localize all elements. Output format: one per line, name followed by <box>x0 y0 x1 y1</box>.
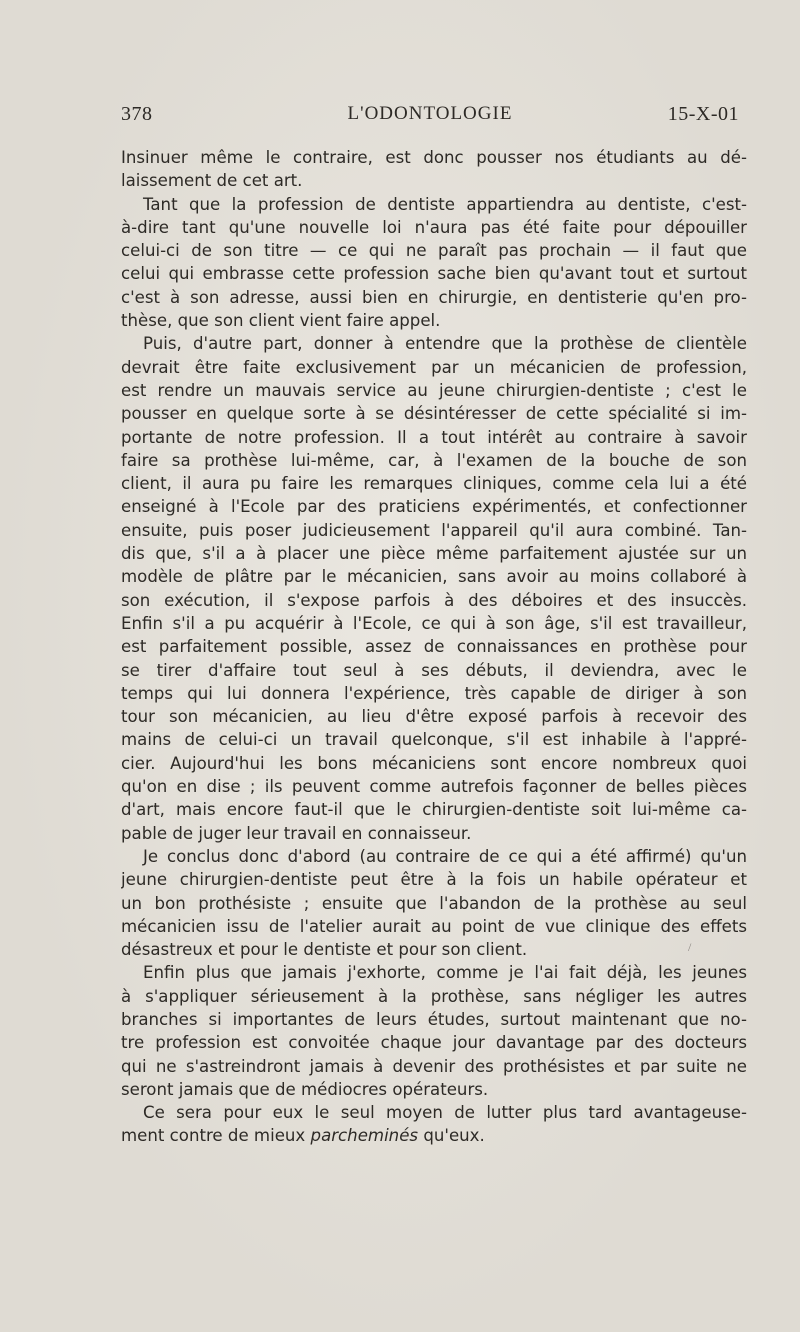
text-segment: c'est à son adresse, aussi bien en chirurgie, en dentisterie qu'en pro- <box>121 287 747 307</box>
stray-mark: / <box>688 940 692 954</box>
text-line <box>121 542 747 565</box>
text-line <box>121 1031 747 1054</box>
text-segment: son exécution, il s'expose parfois à des déboires et des insuccès. <box>121 590 747 610</box>
text-segment: celui-ci de son titre — ce qui ne paraît pas prochain — il faut que <box>121 241 747 261</box>
text-segment: un bon prothésiste ; ensuite que l'abandon de la prothèse au seul <box>121 893 747 913</box>
text-line <box>121 239 747 262</box>
page-number: 378 <box>121 103 153 125</box>
text-line <box>121 775 747 798</box>
text-segment: portante de notre profession. Il a tout intérêt au contraire à savoir <box>121 427 747 447</box>
text-segment: laissement de cet art. <box>121 171 303 191</box>
text-line <box>121 868 747 891</box>
text-segment: mains de celui-ci un travail quelconque, s'il est inhabile à l'appré- <box>121 730 747 750</box>
text-line <box>121 356 747 379</box>
text-line <box>121 565 747 588</box>
text-line <box>121 659 747 682</box>
text-segment: dis que, s'il a à placer une pièce même parfaitement ajustée sur un <box>121 544 747 564</box>
text-segment: cier. Aujourd'hui les bons mécaniciens sont encore nombreux quoi <box>121 753 747 773</box>
text-segment: qu'on en dise ; ils peuvent comme autrefois façonner de belles pièces <box>121 777 747 797</box>
text-line <box>121 262 747 285</box>
text-segment: désastreux et pour le dentiste et pour son client. <box>121 940 528 960</box>
text-line <box>121 216 747 239</box>
text-line <box>121 449 747 472</box>
text-segment: mécanicien issu de l'atelier aurait au point de vue clinique des effets <box>121 916 747 936</box>
text-segment: devrait être faite exclusivement par un mécanicien de profession, <box>121 357 747 377</box>
text-segment: thèse, que son client vient faire appel. <box>121 311 441 331</box>
text-segment: qu'eux. <box>418 1126 485 1146</box>
text-line <box>121 961 747 984</box>
text-segment: seront jamais que de médiocres opérateurs. <box>121 1079 489 1099</box>
text-line <box>121 379 747 402</box>
text-line <box>121 1101 747 1124</box>
text-line <box>121 635 747 658</box>
text-line <box>121 845 747 868</box>
text-segment: se tirer d'affaire tout seul à ses débuts, il deviendra, avec le <box>121 660 747 680</box>
text-segment: client, il aura pu faire les remarques cliniques, comme cela lui a été <box>121 474 747 494</box>
text-line <box>121 915 747 938</box>
text-line <box>121 752 747 775</box>
text-segment: ensuite, puis poser judicieusement l'appareil qu'il aura combiné. Tan- <box>121 520 747 540</box>
text-line <box>121 892 747 915</box>
text-segment: pable de juger leur travail en connaisseur. <box>121 823 472 843</box>
text-line <box>121 169 747 192</box>
text-line <box>121 146 747 169</box>
text-segment: Tant que la profession de dentiste appartiendra au dentiste, c'est- <box>143 194 747 214</box>
text-segment: est parfaitement possible, assez de connaissances en prothèse pour <box>121 637 747 657</box>
text-line <box>121 1055 747 1078</box>
text-line <box>121 426 747 449</box>
text-line <box>121 286 747 309</box>
text-line <box>121 612 747 635</box>
text-segment: qui ne s'astreindront jamais à devenir des prothésistes et par suite ne <box>121 1056 747 1076</box>
text-line <box>121 519 747 542</box>
text-segment: branches si importantes de leurs études, surtout maintenant que no- <box>121 1009 747 1029</box>
body-text <box>121 146 747 1148</box>
running-header <box>121 103 739 135</box>
text-segment: d'art, mais encore faut-il que le chirurgien-dentiste soit lui-même ca- <box>121 800 747 820</box>
issue-date: 15-X-01 <box>667 103 739 125</box>
text-segment: enseigné à l'Ecole par des praticiens expérimentés, et confectionner <box>121 497 747 517</box>
text-segment: à-dire tant qu'une nouvelle loi n'aura pas été faite pour dépouiller <box>121 217 747 237</box>
text-segment: à s'appliquer sérieusement à la prothèse, sans négliger les autres <box>121 986 747 1006</box>
text-line <box>121 332 747 355</box>
text-segment: Enfin s'il a pu acquérir à l'Ecole, ce qui à son âge, s'il est travailleur, <box>121 613 747 633</box>
text-line <box>121 728 747 751</box>
journal-title: L'ODONTOLOGIE <box>347 103 513 124</box>
text-segment: modèle de plâtre par le mécanicien, sans avoir au moins collaboré à <box>121 567 747 587</box>
text-segment: Puis, d'autre part, donner à entendre que la prothèse de clientèle <box>143 334 747 354</box>
text-segment: jeune chirurgien-dentiste peut être à la fois un habile opérateur et <box>121 870 747 890</box>
text-segment: faire sa prothèse lui-même, car, à l'examen de la bouche de son <box>121 450 747 470</box>
text-line <box>121 705 747 728</box>
text-segment: est rendre un mauvais service au jeune chirurgien-dentiste ; c'est le <box>121 380 747 400</box>
text-segment: Enfin plus que jamais j'exhorte, comme je l'ai fait déjà, les jeunes <box>143 963 747 983</box>
text-line <box>121 798 747 821</box>
text-line <box>121 938 747 961</box>
text-line <box>121 1008 747 1031</box>
text-segment: tre profession est convoitée chaque jour davantage par des docteurs <box>121 1033 747 1053</box>
text-line <box>121 1124 747 1147</box>
text-segment: Ce sera pour eux le seul moyen de lutter plus tard avantageuse- <box>143 1103 747 1123</box>
italic-word: parcheminés <box>310 1126 419 1146</box>
text-line <box>121 822 747 845</box>
text-segment: Insinuer même le contraire, est donc pousser nos étudiants au dé- <box>121 148 747 167</box>
text-line <box>121 193 747 216</box>
text-line <box>121 985 747 1008</box>
text-segment: tour son mécanicien, au lieu d'être exposé parfois à recevoir des <box>121 707 747 727</box>
text-segment: temps qui lui donnera l'expérience, très capable de diriger à son <box>121 683 747 703</box>
text-line <box>121 472 747 495</box>
text-line <box>121 1078 747 1101</box>
text-line <box>121 589 747 612</box>
text-line <box>121 495 747 518</box>
text-segment: pousser en quelque sorte à se désintéresser de cette spécialité si im- <box>121 404 747 424</box>
text-line <box>121 309 747 332</box>
text-segment: ment contre de mieux <box>121 1126 311 1146</box>
text-line <box>121 682 747 705</box>
text-line <box>121 402 747 425</box>
text-segment: Je conclus donc d'abord (au contraire de ce qui a été affirmé) qu'un <box>143 846 747 866</box>
text-segment: celui qui embrasse cette profession sache bien qu'avant tout et surtout <box>121 264 747 284</box>
